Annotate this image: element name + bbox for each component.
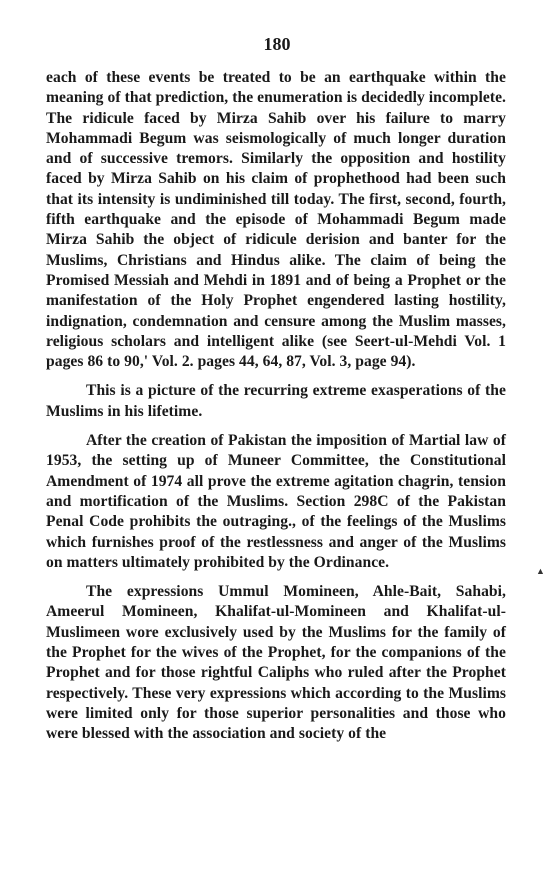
paragraph-3: After the creation of Pakistan the imposition of Martial law of 1953, the setting up of Muneer Committee, the Constitutional Amendment of 1974 all prove the extreme agitation chagrin, tension and mortification of the Muslims. Section 298C of the Pakistan Penal Code prohibits the outraging., of the feelings of the Muslims which furnishes proof of the restlessness and anger of the Muslims on matters ultimately prohibited by the Ordinance. bbox=[46, 432, 506, 571]
page-number: 180 bbox=[263, 34, 291, 54]
margin-mark: ▲ bbox=[536, 566, 545, 576]
paragraph-1: each of these events be treated to be an earthquake within the meaning of that prediction, the enumeration is decidedly incomplete. The ridicule faced by Mirza Sahib over his failure to marry Mohammadi Begum was seismologically of much longer duration and of successive tremors. Similarly the opposition and hostility faced by Mirza Sahib on his claim of prophethood had been such that its intensity is undiminished till today. The first, second, fourth, fifth earthquake and the episode of Mohammadi Begum made Mirza Sahib the object of ridicule derision and banter for the Muslims, Christians and Hindus alike. The claim of being the Promised Messiah and Mehdi in 1891 and of being a Prophet or the manifestation of the Holy Prophet engendered lasting hostility, indignation, condemnation and censure among the Muslim masses, religious scholars and intelligent alike (see Seert-ul-Mehdi Vol. 1 pages 86 to 90,' Vol. 2. pages 44, 64, 87, Vol. 3, page 94). bbox=[46, 69, 506, 371]
paragraph-4: The expressions Ummul Momineen, Ahle-Bait, Sahabi, Ameerul Momineen, Khalifat-ul-Momineen and Khalifat-ul-Muslimeen wore exclusively used by the Muslims for the family of the Prophet for the wives of the Prophet, for the companions of the Prophet and for those rightful Caliphs who ruled after the Prophet respectively. These very expressions which according to the Muslims were limited only for those superior personalities and those who were blessed with the association and society of the bbox=[46, 583, 506, 743]
body-text bbox=[46, 68, 506, 745]
paragraph-2: This is a picture of the recurring extreme exasperations of the Muslims in his lifetime. bbox=[46, 382, 506, 420]
